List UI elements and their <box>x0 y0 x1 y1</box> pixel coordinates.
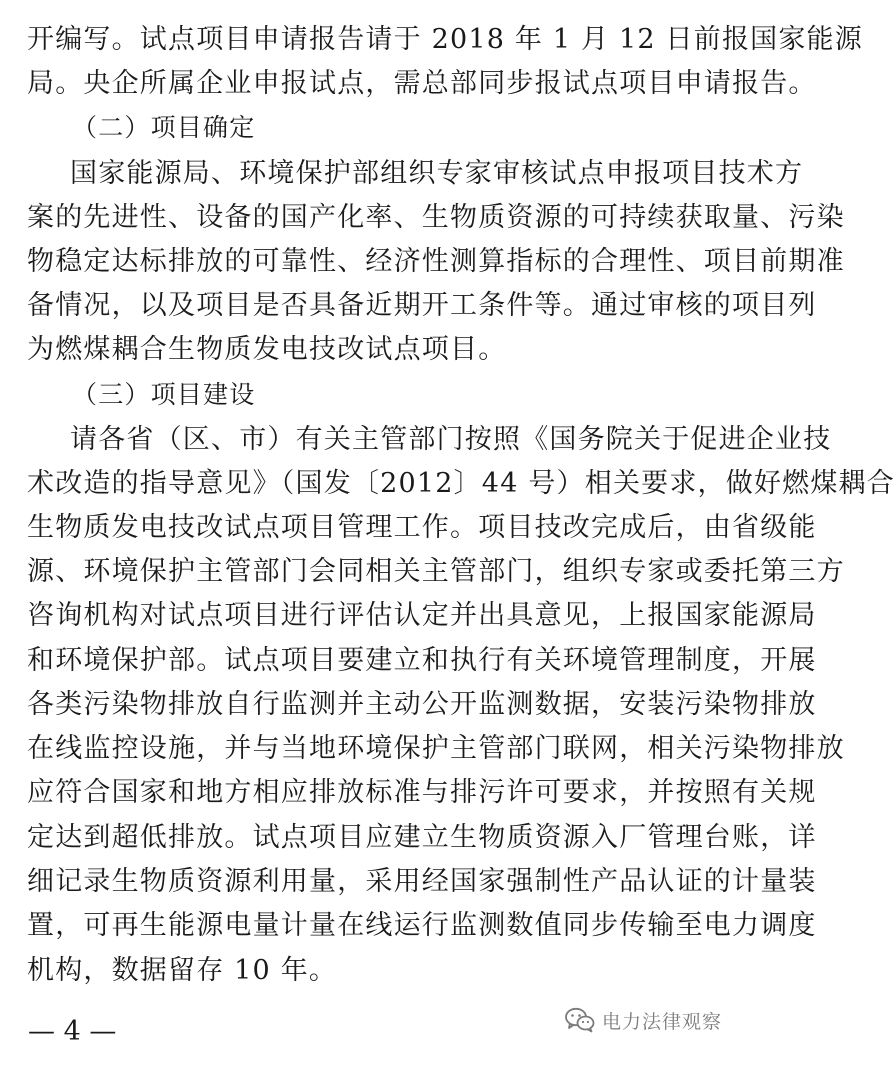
text-line-15: 和环境保护部。试点项目要建立和执行有关环境管理制度，开展 <box>27 645 817 676</box>
text-line-10: 请各省（区、市）有关主管部门按照《国务院关于促进企业技 <box>70 424 832 455</box>
text-line-8: 为燃煤耦合生物质发电技改试点项目。 <box>27 334 507 365</box>
text-line-18: 应符合国家和地方相应排放标准与排污许可要求，并按照有关规 <box>27 777 817 808</box>
text-line-22: 机构，数据留存 10 年。 <box>27 955 338 986</box>
text-line-13: 源、环境保护主管部门会同相关主管部门，组织专家或委托第三方 <box>27 556 845 587</box>
text-line-12: 生物质发电技改试点项目管理工作。项目技改完成后，由省级能 <box>27 512 817 543</box>
watermark-text: 电力法律观察 <box>602 1010 723 1033</box>
text-line-7: 备情况，以及项目是否具备近期开工条件等。通过审核的项目列 <box>27 290 817 321</box>
text-line-19: 定达到超低排放。试点项目应建立生物质资源入厂管理台账，详 <box>27 822 817 853</box>
text-line-6: 物稳定达标排放的可靠性、经济性测算指标的合理性、项目前期准 <box>27 246 845 277</box>
page-number: — 4 — <box>28 1016 117 1047</box>
section-heading-2: （二）项目确定 <box>72 113 256 142</box>
text-line-4: 国家能源局、环境保护部组织专家审核试点申报项目技术方 <box>70 158 804 189</box>
wechat-icon <box>565 1007 595 1033</box>
section-heading-3: （三）项目建设 <box>72 380 256 409</box>
text-line-11: 术改造的指导意见》（国发〔2012〕44 号）相关要求，做好燃煤耦合 <box>27 468 895 499</box>
text-line-21: 置，可再生能源电量计量在线运行监测数值同步传输至电力调度 <box>27 910 817 941</box>
text-line-2: 局。央企所属企业申报试点，需总部同步报试点项目申请报告。 <box>27 68 817 99</box>
watermark <box>565 1000 722 1040</box>
text-line-1: 开编写。试点项目申请报告请于 2018 年 1 月 12 日前报国家能源 <box>27 24 863 55</box>
text-line-17: 在线监控设施，并与当地环境保护主管部门联网，相关污染物排放 <box>27 733 845 764</box>
text-line-5: 案的先进性、设备的国产化率、生物质资源的可持续获取量、污染 <box>27 202 845 233</box>
text-line-20: 细记录生物质资源利用量，采用经国家强制性产品认证的计量装 <box>27 866 817 897</box>
text-line-16: 各类污染物排放自行监测并主动公开监测数据，安装污染物排放 <box>27 689 817 720</box>
text-line-14: 咨询机构对试点项目进行评估认定并出具意见，上报国家能源局 <box>27 600 817 631</box>
